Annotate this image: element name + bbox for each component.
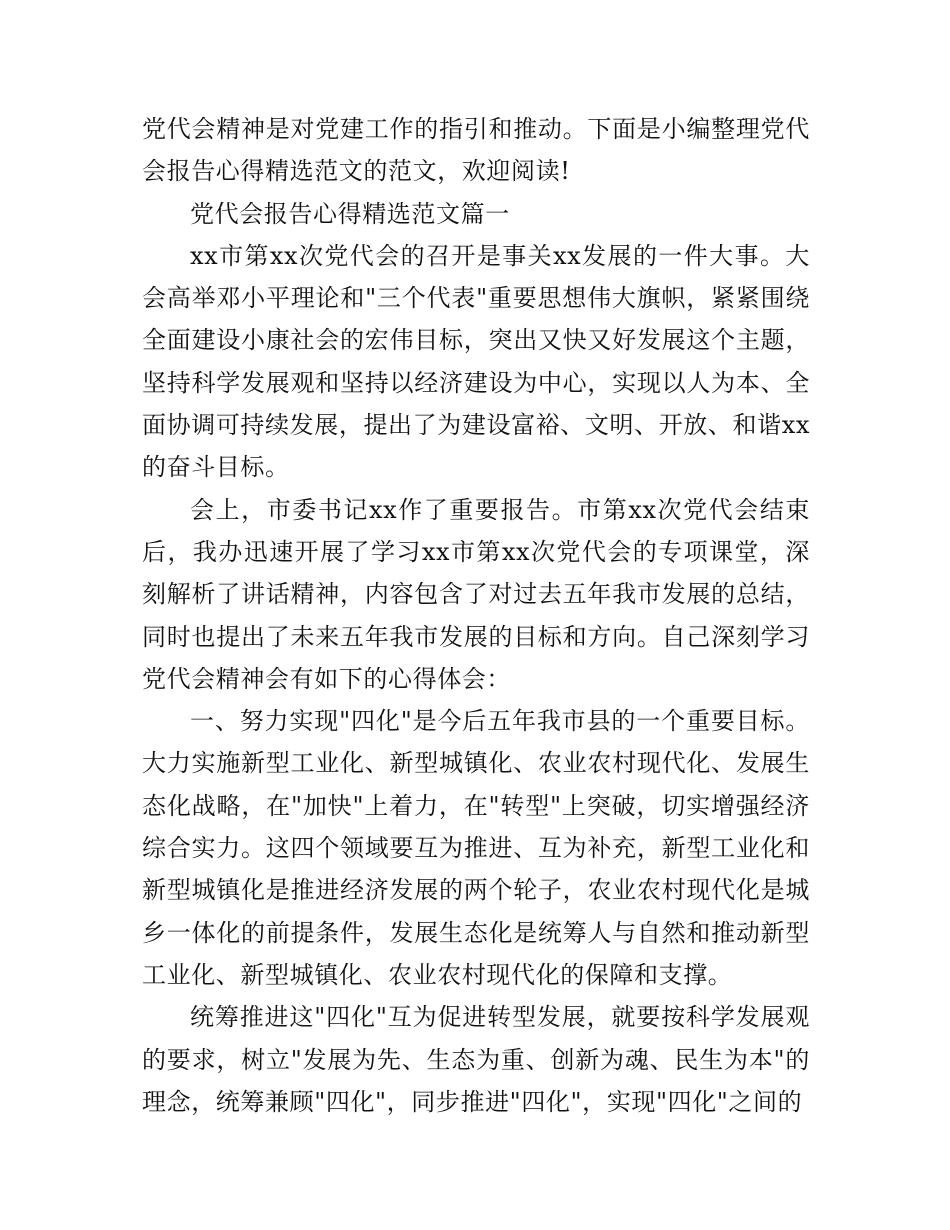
- paragraph-coordination: 统筹推进这"四化"互为促进转型发展，就要按科学发展观的要求，树立"发展为先、生态为重、创新为魂、民生为本"的理念，统筹兼顾"四化"，同步推进"四化"，实现"四化"之间的: [142, 1003, 810, 1116]
- paragraph-congress: xx市第xx次党代会的召开是事关xx发展的一件大事。大会高举邓小平理论和"三个代表"重要思想伟大旗帜，紧紧围绕全面建设小康社会的宏伟目标，突出又快又好发展这个主题，坚持科学发展观和坚持以经济建设为中心，实现以人为本、全面协调可持续发展，提出了为建设富裕、文明、开放、和谐xx的奋斗目标。: [142, 241, 810, 482]
- paragraph-intro: 党代会精神是对党建工作的指引和推动。下面是小编整理党代会报告心得精选范文的范文，欢迎阅读!: [142, 115, 810, 186]
- paragraph-report: 会上，市委书记xx作了重要报告。市第xx次党代会结束后，我办迅速开展了学习xx市第xx次党代会的专项课堂，深刻解析了讲话精神，内容包含了对过去五年我市发展的总结，同时也提出了未来五年我市发展的目标和方向。自己深刻学习党代会精神会有如下的心得体会：: [142, 495, 810, 693]
- paragraph-four-modernizations: 一、努力实现"四化"是今后五年我市县的一个重要目标。大力实施新型工业化、新型城镇化、农业农村现代化、发展生态化战略，在"加快"上着力，在"转型"上突破，切实增强经济综合实力。这四个领域要互为推进、互为补充，新型工业化和新型城镇化是推进经济发展的两个轮子，农业农村现代化是城乡一体化的前提条件，发展生态化是统筹人与自然和推动新型工业化、新型城镇化、农业农村现代化的保障和支撑。: [142, 707, 810, 989]
- document-body: [142, 108, 810, 1123]
- section-heading: 党代会报告心得精选范文篇一: [190, 199, 510, 228]
